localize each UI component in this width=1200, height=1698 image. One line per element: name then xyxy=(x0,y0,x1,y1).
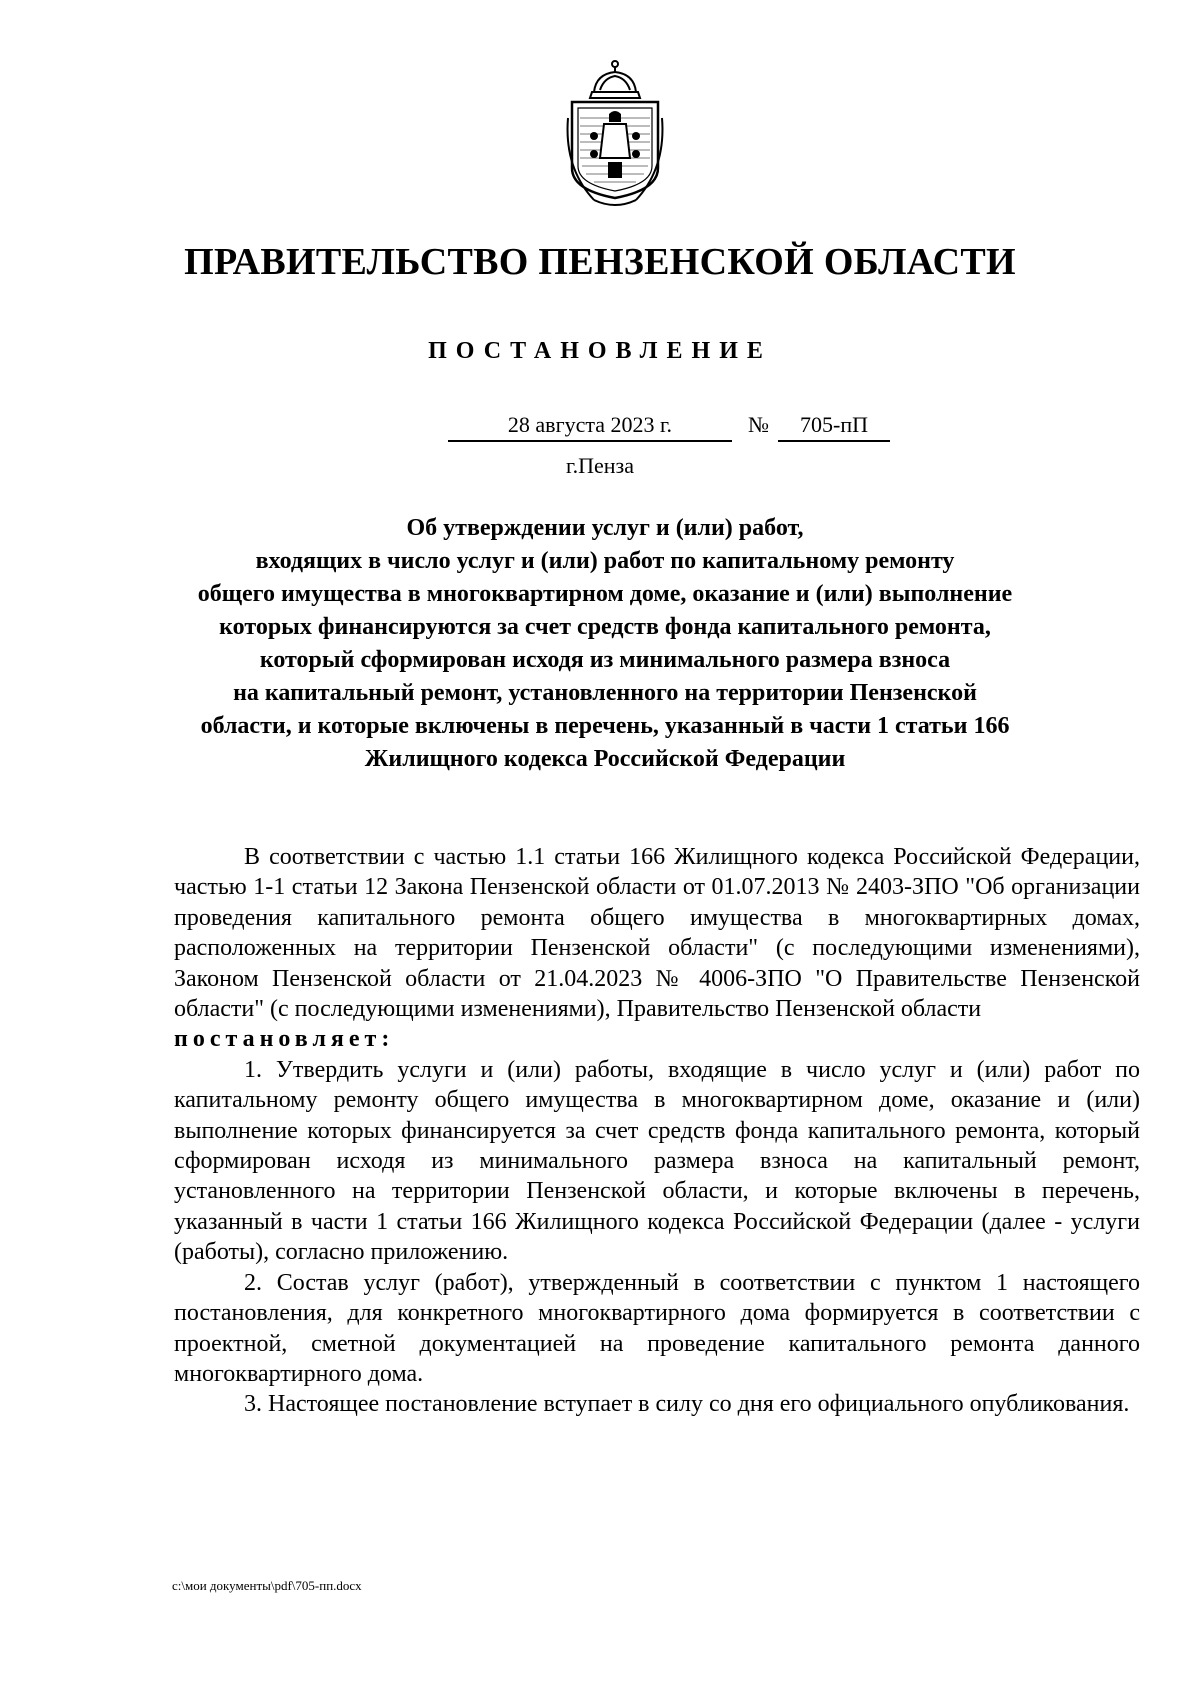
date-number-row xyxy=(0,412,1200,446)
preamble-paragraph: В соответствии с частью 1.1 статьи 166 Жилищного кодекса Российской Федерации, частью 1-1 статьи 12 Закона Пензенской области от 01.07.2013 № 2403-ЗПО "Об организации проведения капитального ремонта общего имущества в многоквартирных домах, расположенных на территории Пензенской области" (с последующими изменениями), Законом Пензенской области от 21.04.2023 № 4006-ЗПО "О Правительстве Пензенской области" (с последующими изменениями), Правительство Пензенской области xyxy=(174,844,1140,1023)
item-1-paragraph: 1. Утвердить услуги и (или) работы, входящие в число услуг и (или) работ по капитальному ремонту общего имущества в многоквартирном доме, оказание и (или) выполнение которых финансируется за счет средств фонда капитального ремонта, который сформирован исходя из минимального размера взноса на капитальный ремонт, установленного на территории Пензенской области, и которые включены в перечень, указанный в части 1 статьи 166 Жилищного кодекса Российской Федерации (далее - услуги (работы), согласно приложению. xyxy=(174,1056,1140,1266)
item-3-paragraph: 3. Настоящее постановление вступает в силу со дня его официального опубликования. xyxy=(244,1391,1130,1418)
subject-line: Жилищного кодекса Российской Федерации xyxy=(364,746,846,772)
subject-line: входящих в число услуг и (или) работ по капитальному ремонту xyxy=(255,548,955,574)
number-label: № xyxy=(748,412,769,437)
organization-title: ПРАВИТЕЛЬСТВО ПЕНЗЕНСКОЙ ОБЛАСТИ xyxy=(184,241,1016,283)
subject-line: общего имущества в многоквартирном доме, оказание и (или) выполнение xyxy=(197,581,1013,607)
city: г.Пенза xyxy=(566,453,634,478)
item-2-paragraph: 2. Состав услуг (работ), утвержденный в соответствии с пунктом 1 настоящего постановления, для конкретного многоквартирного дома формируется в соответствии с проектной, сметной документацией на проведение капитального ремонта данного многоквартирного дома. xyxy=(174,1269,1140,1387)
document-body xyxy=(174,842,1140,1420)
document-subject xyxy=(170,512,1040,776)
subject-line: Об утверждении услуг и (или) работ, xyxy=(406,515,804,541)
subject-line: которых финансируются за счет средств фонда капитального ремонта, xyxy=(219,614,991,640)
resolves-word: постановляет: xyxy=(174,1026,395,1053)
subject-line: области, и которые включены в перечень, указанный в части 1 статьи 166 xyxy=(200,713,1010,739)
subject-line: на капитальный ремонт, установленного на территории Пензенской xyxy=(233,680,977,706)
file-path-footer: c:\мои документы\pdf\705-пп.docx xyxy=(172,1578,362,1593)
coat-of-arms-icon xyxy=(564,58,666,210)
document-date: 28 августа 2023 г. xyxy=(448,412,732,442)
document-type: ПОСТАНОВЛЕНИЕ xyxy=(428,338,772,364)
subject-line: который сформирован исходя из минимального размера взноса xyxy=(259,647,951,673)
document-number: 705-пП xyxy=(778,412,890,442)
